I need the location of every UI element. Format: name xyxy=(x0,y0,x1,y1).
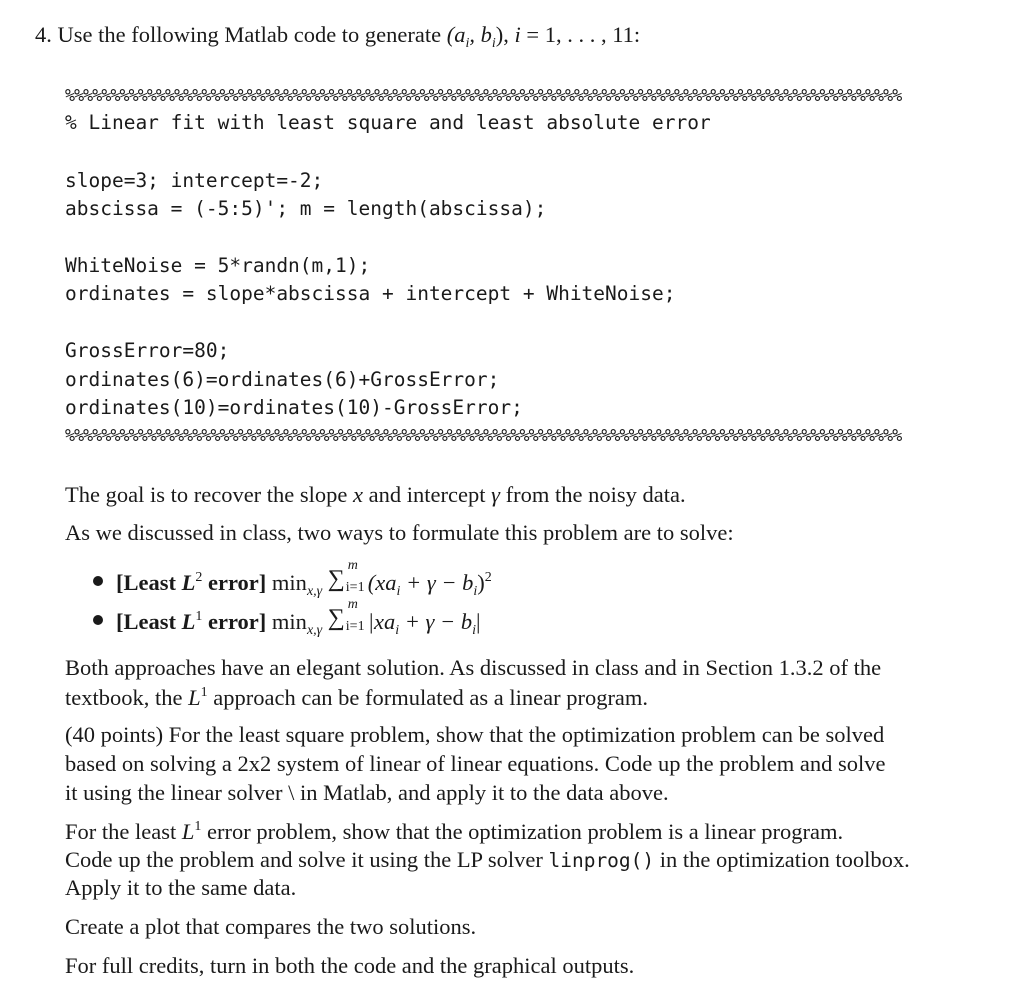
code-line-6: ordinates(6)=ordinates(6)+GrossError; xyxy=(65,368,500,391)
bullet2-sub-i-1: i xyxy=(395,623,400,638)
l1-line-1 xyxy=(65,820,843,844)
sum-sign: ∑ xyxy=(327,566,345,592)
both2-b: approach can be formulated as a linear program. xyxy=(213,685,649,710)
bullet2-sub-i-2: i xyxy=(472,623,476,638)
bullet1-expr-exp: 2 xyxy=(484,570,492,585)
p40-line-1: (40 points) For the least square problem, show that the optimization problem can be solved xyxy=(65,722,885,747)
pair-sub-i-1: i xyxy=(465,36,470,51)
l1-line-2 xyxy=(65,849,910,872)
code-line-7: ordinates(10)=ordinates(10)-GrossError; xyxy=(65,396,523,419)
problem-number: 4. xyxy=(35,22,52,47)
both-line-1: Both approaches have an elegant solution. As discussed in class and in Section 1.3.2 of the xyxy=(65,655,882,680)
goal-x: x xyxy=(353,482,364,507)
credits-paragraph: For full credits, turn in both the code and the graphical outputs. xyxy=(65,953,635,978)
bullet2-expr-a: |xa xyxy=(367,609,396,634)
bullet2-label-b: error] xyxy=(208,609,267,634)
bullet2-min-sub: x,γ xyxy=(306,623,323,638)
bullet2-sum-bot: i=1 xyxy=(345,619,365,634)
both2-L: L xyxy=(188,685,201,710)
bullet1-sum-top: m xyxy=(347,558,358,573)
l1-1-L: L xyxy=(181,819,195,844)
pair-sub-i-2: i xyxy=(491,36,496,51)
sum-sign: ∑ xyxy=(327,605,345,631)
both2-a: textbook, the xyxy=(65,685,183,710)
bullet1-L: L xyxy=(181,570,196,595)
l1-2-a: Code up the problem and solve it using the LP solver xyxy=(65,847,543,872)
index-range: = 1, . . . , 11: xyxy=(520,22,641,47)
code-line-2: abscissa = (-5:5)'; m = length(abscissa); xyxy=(65,197,547,220)
l1-2-b: in the optimization toolbox. xyxy=(659,847,910,872)
bullet-dot-2 xyxy=(93,615,103,625)
code-line-1: slope=3; intercept=-2; xyxy=(65,169,324,192)
code-line-5: GrossError=80; xyxy=(65,339,230,362)
goal-text-a: The goal is to recover the slope xyxy=(65,482,348,507)
problem-header xyxy=(35,24,640,51)
bullet-dot-1 xyxy=(93,576,103,586)
p40-line-2: based on solving a 2x2 system of linear of linear equations. Code up the problem and solve xyxy=(65,751,886,776)
goal-gamma: γ xyxy=(491,482,500,507)
bullet2-label-a: [Least xyxy=(116,609,176,634)
bullet1-exp: 2 xyxy=(195,570,203,585)
pair-open: (a xyxy=(446,22,466,47)
code-line-4: ordinates = slope*abscissa + intercept + WhiteNoise; xyxy=(65,282,676,305)
bullet2-L: L xyxy=(181,609,196,634)
bullet2-exp: 1 xyxy=(195,609,203,624)
discussed-paragraph: As we discussed in class, two ways to formulate this problem are to solve: xyxy=(65,520,734,545)
code-percent-rule-bottom: %%%%%%%%%%%%%%%%%%%%%%%%%%%%%%%%%%%%%%%%%%%%%%%%%%%%%%%%%%%%%%%%%%%%%%%%%%%%%%%%%%%%%%%%%%%% xyxy=(65,426,902,445)
linprog-code: linprog() xyxy=(548,849,655,872)
bullet1-sub-i-1: i xyxy=(396,584,401,599)
pair-end: ), xyxy=(495,22,509,47)
bullet2-expr-c: | xyxy=(475,609,481,634)
both2-exp: 1 xyxy=(200,685,208,700)
goal-text-c: from the noisy data. xyxy=(505,482,686,507)
bullet1-sum xyxy=(327,558,368,595)
bullet1-min-sub: x,γ xyxy=(306,584,323,599)
bullet1-label-b: error] xyxy=(208,570,267,595)
plot-paragraph: Create a plot that compares the two solutions. xyxy=(65,914,477,939)
bullet2-sum xyxy=(327,597,368,634)
pair-mid: , b xyxy=(469,22,492,47)
goal-text-b: and intercept xyxy=(368,482,486,507)
bullet2-sum-top: m xyxy=(347,597,358,612)
bullet2-expr-b: + γ − b xyxy=(399,609,473,634)
bullet-least-l1 xyxy=(116,597,481,638)
bullet1-expr-b: + γ − b xyxy=(400,570,474,595)
goal-paragraph xyxy=(65,484,686,507)
bullet2-min: min xyxy=(271,609,307,634)
bullet1-label-a: [Least xyxy=(116,570,176,595)
l1-1-b: error problem, show that the optimization problem is a linear program. xyxy=(207,819,844,844)
code-percent-rule-top: %%%%%%%%%%%%%%%%%%%%%%%%%%%%%%%%%%%%%%%%%%%%%%%%%%%%%%%%%%%%%%%%%%%%%%%%%%%%%%%%%%%%%%%%%%%% xyxy=(65,86,902,105)
both-line-2 xyxy=(65,686,648,710)
problem-intro: Use the following Matlab code to generate xyxy=(57,22,442,47)
p40-line-3: it using the linear solver \ in Matlab, and apply it to the data above. xyxy=(65,780,669,805)
code-line-3: WhiteNoise = 5*randn(m,1); xyxy=(65,254,371,277)
l1-1-a: For the least xyxy=(65,819,177,844)
bullet1-expr-c: ) xyxy=(477,570,485,595)
l1-line-3: Apply it to the same data. xyxy=(65,875,297,900)
bullet1-expr-a: (xa xyxy=(367,570,397,595)
index-var: i xyxy=(514,22,521,47)
bullet1-sum-bot: i=1 xyxy=(345,580,365,595)
bullet1-min: min xyxy=(271,570,307,595)
code-comment: % Linear fit with least square and least absolute error xyxy=(65,111,711,134)
l1-1-exp: 1 xyxy=(194,819,202,834)
bullet1-sub-i-2: i xyxy=(473,584,478,599)
bullet-least-l2 xyxy=(116,558,492,599)
